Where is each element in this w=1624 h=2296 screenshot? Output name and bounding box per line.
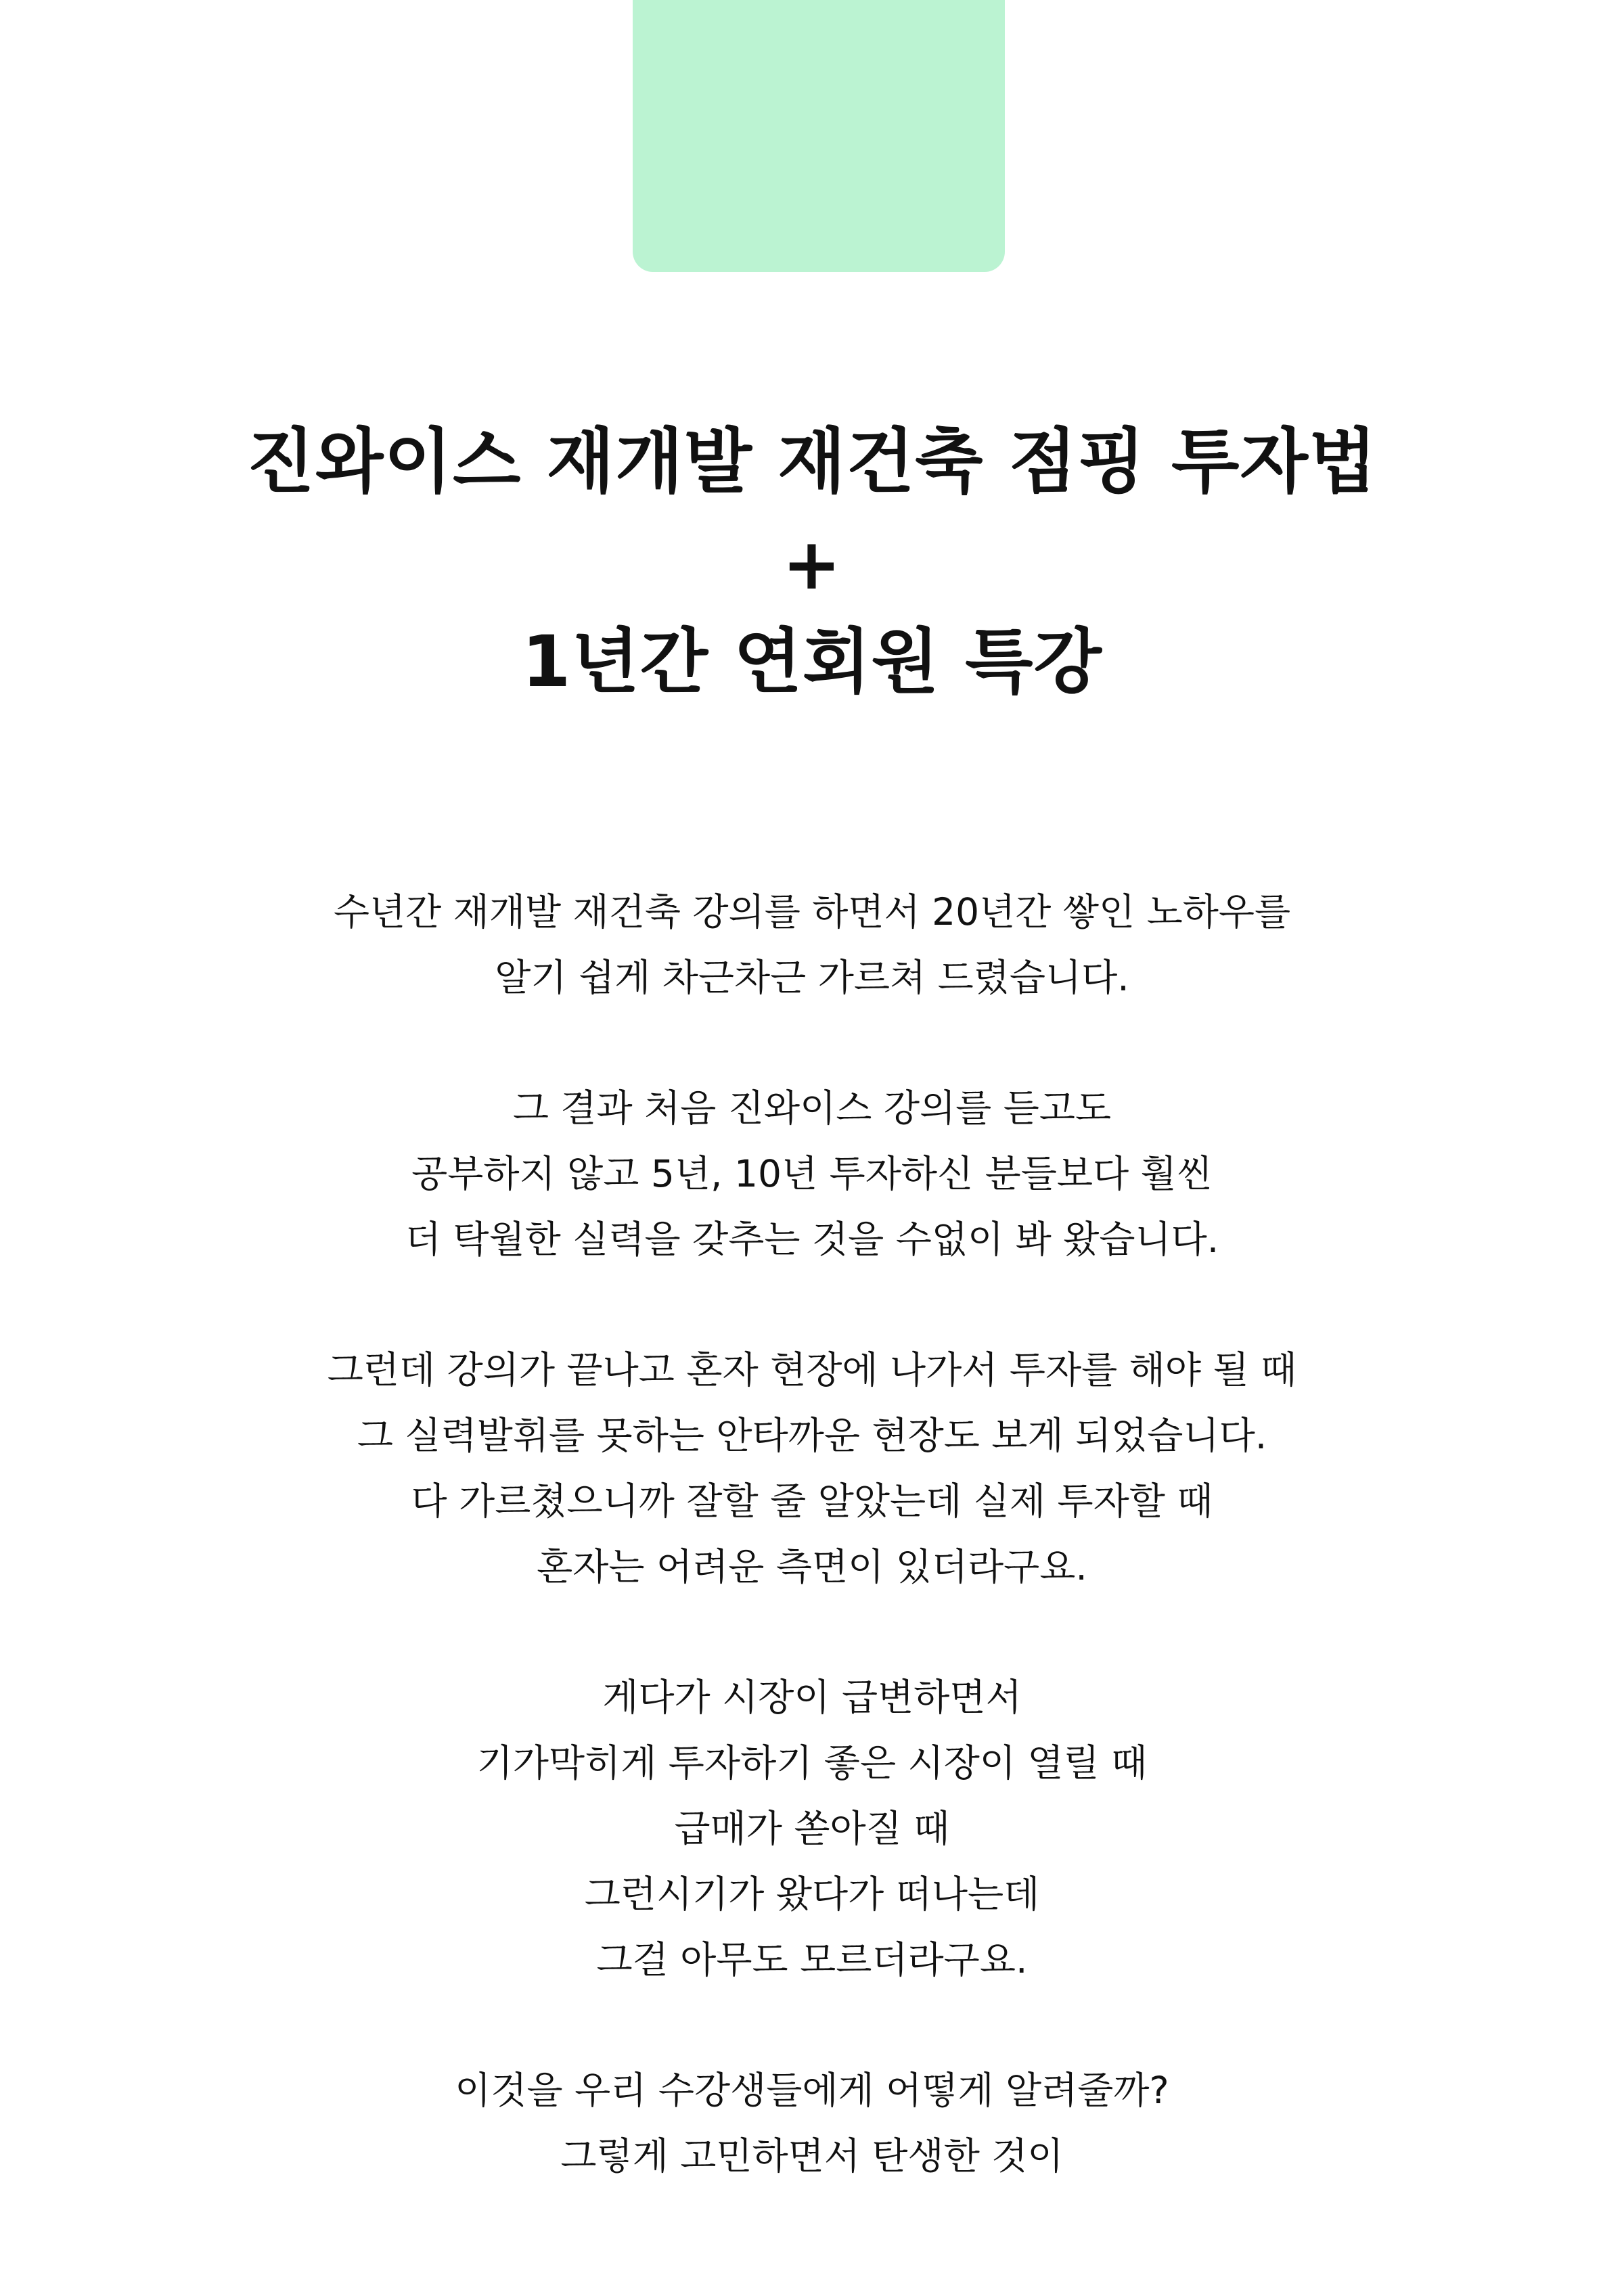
text-line: 급매가 쏟아질 때 xyxy=(674,1807,950,1850)
accent-tab-decoration xyxy=(633,0,1005,272)
body-text xyxy=(0,879,1624,2189)
text-line: 그런데 강의가 끝나고 혼자 현장에 나가서 투자를 해야 될 때 xyxy=(327,1348,1297,1392)
text-line: 더 탁월한 실력을 갖추는 것을 수없이 봐 왔습니다. xyxy=(405,1218,1219,1261)
text-line: 그런시기가 왔다가 떠나는데 xyxy=(584,1873,1040,1916)
text-line: 게다가 시장이 급변하면서 xyxy=(602,1676,1022,1719)
text-line: 그 결과 처음 진와이스 강의를 듣고도 xyxy=(512,1086,1112,1130)
title-block xyxy=(0,420,1624,703)
text-line: 이것을 우리 수강생들에게 어떻게 알려줄까? xyxy=(455,2069,1169,2112)
text-line: 그 실력발휘를 못하는 안타까운 현장도 보게 되었습니다. xyxy=(357,1414,1267,1457)
title-plus-sign: + xyxy=(782,523,842,605)
paragraph-2 xyxy=(0,1076,1624,1272)
paragraph-5 xyxy=(0,2058,1624,2189)
text-line: 그걸 아무도 모르더라구요. xyxy=(596,1938,1028,1981)
text-line: 기가막히게 투자하기 좋은 시장이 열릴 때 xyxy=(476,1741,1148,1785)
text-line: 그렇게 고민하면서 탄생한 것이 xyxy=(560,2134,1064,2178)
paragraph-1 xyxy=(0,879,1624,1011)
title-line-1: 진와이스 재개발 재건축 점핑 투자법 xyxy=(246,420,1378,503)
text-line: 수년간 재개발 재건축 강의를 하면서 20년간 쌓인 노하우를 xyxy=(333,890,1291,934)
text-line: 알기 쉽게 차근차근 가르쳐 드렸습니다. xyxy=(495,956,1129,999)
paragraph-4 xyxy=(0,1665,1624,1993)
text-line: 혼자는 어려운 측면이 있더라구요. xyxy=(537,1545,1087,1588)
text-line: 다 가르쳤으니까 잘할 줄 알았는데 실제 투자할 때 xyxy=(411,1479,1213,1523)
paragraph-3 xyxy=(0,1337,1624,1600)
text-line: 공부하지 않고 5년, 10년 투자하신 분들보다 훨씬 xyxy=(411,1152,1213,1195)
title-line-2: 1년간 연회원 특강 xyxy=(521,620,1103,703)
